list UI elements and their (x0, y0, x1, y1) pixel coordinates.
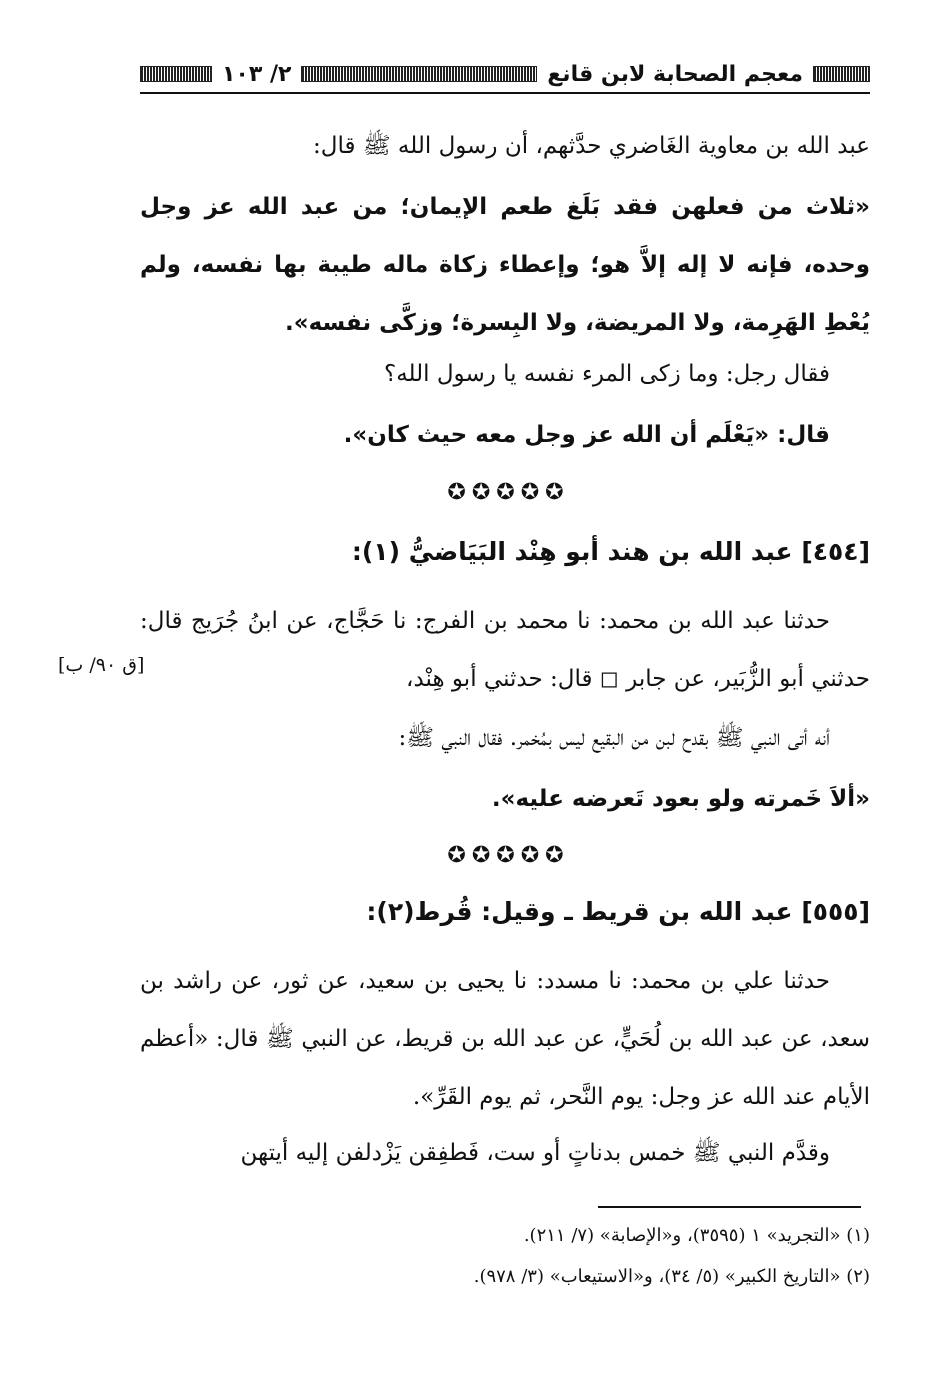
paragraph: وقدَّم النبي ﷺ خمس بدناتٍ أو ست، فَطفِقن يَزْدلفن إليه أيتهن (240, 1140, 830, 1166)
footnote-1: (١) «التجريد» ١ (٣٥٩٥)، و«الإصابة» (٧/ ٢١١). (523, 1225, 870, 1246)
header-ornament (813, 66, 870, 82)
page-number: ٢/ ١٠٣ (222, 61, 292, 87)
header-rule (140, 92, 870, 94)
entry-heading-454: [٤٥٤] عبد الله بن هند أبو هِنْد البَيَاضيُّ (١): (351, 537, 870, 566)
isnad-paragraph: حدثنا علي بن محمد: نا مسدد: نا يحيى بن سعيد، عن ثور، عن راشد بن سعد، عن عبد الله بن لُحَيٍّ، عن عبد الله بن قريط، عن النبي ﷺ قال: «أعظم الأيام عند الله عز وجل: يوم النَّحر، ثم يوم القَرِّ». (140, 968, 870, 1110)
book-title: معجم الصحابة لابن قانع (547, 61, 803, 87)
footnote-2: (٢) «التاريخ الكبير» (٥/ ٣٤)، و«الاستيعاب» (٣/ ٩٧٨). (473, 1266, 870, 1287)
entry-heading-555: [٥٥٥] عبد الله بن قريط ـ وقيل: قُرط(٢): (366, 897, 870, 926)
section-separator: ✪✪✪✪✪ (447, 843, 570, 868)
footnote-rule (598, 1206, 861, 1208)
section-separator: ✪✪✪✪✪ (447, 480, 570, 505)
running-header (140, 58, 870, 90)
paragraph: عبد الله بن معاوية الغَاضري حدَّثهم، أن رسول الله ﷺ قال: (313, 133, 870, 159)
manuscript-folio-note: [ق ٩٠/ ب] (58, 654, 145, 676)
hadith-text: «ألاَ خَمرته ولو بعود تَعرضه عليه». (491, 786, 870, 812)
header-ornament (301, 66, 537, 82)
paragraph: فقال رجل: وما زكى المرء نفسه يا رسول الله؟ (383, 361, 830, 387)
header-ornament (140, 66, 212, 82)
isnad-paragraph: حدثنا عبد الله بن محمد: نا محمد بن الفرج: نا حَجَّاج، عن ابنُ جُرَيج قال: حدثني أبو الزُّبَير، عن جابر ◻ قال: حدثني أبو هِنْد، (140, 608, 870, 692)
hadith-text: «ثلاث من فعلهن فقد بَلَغ طعم الإيمان؛ من عبد الله عز وجل وحده، فإنه لا إله إلاَّ هو؛ وإعطاء زكاة ماله طيبة بها نفسه، ولم يُعْطِ الهَرِمة، ولا المريضة، ولا البِسرة؛ وزكَّى نفسه». (140, 194, 870, 336)
paragraph: أنه أتى النبي ﷺ بقدح لبن من البقيع ليس بمُخمر. فقال النبي ﷺ: (398, 725, 830, 751)
hadith-text: قال: «يَعْلَم أن الله عز وجل معه حيث كان». (343, 422, 830, 448)
